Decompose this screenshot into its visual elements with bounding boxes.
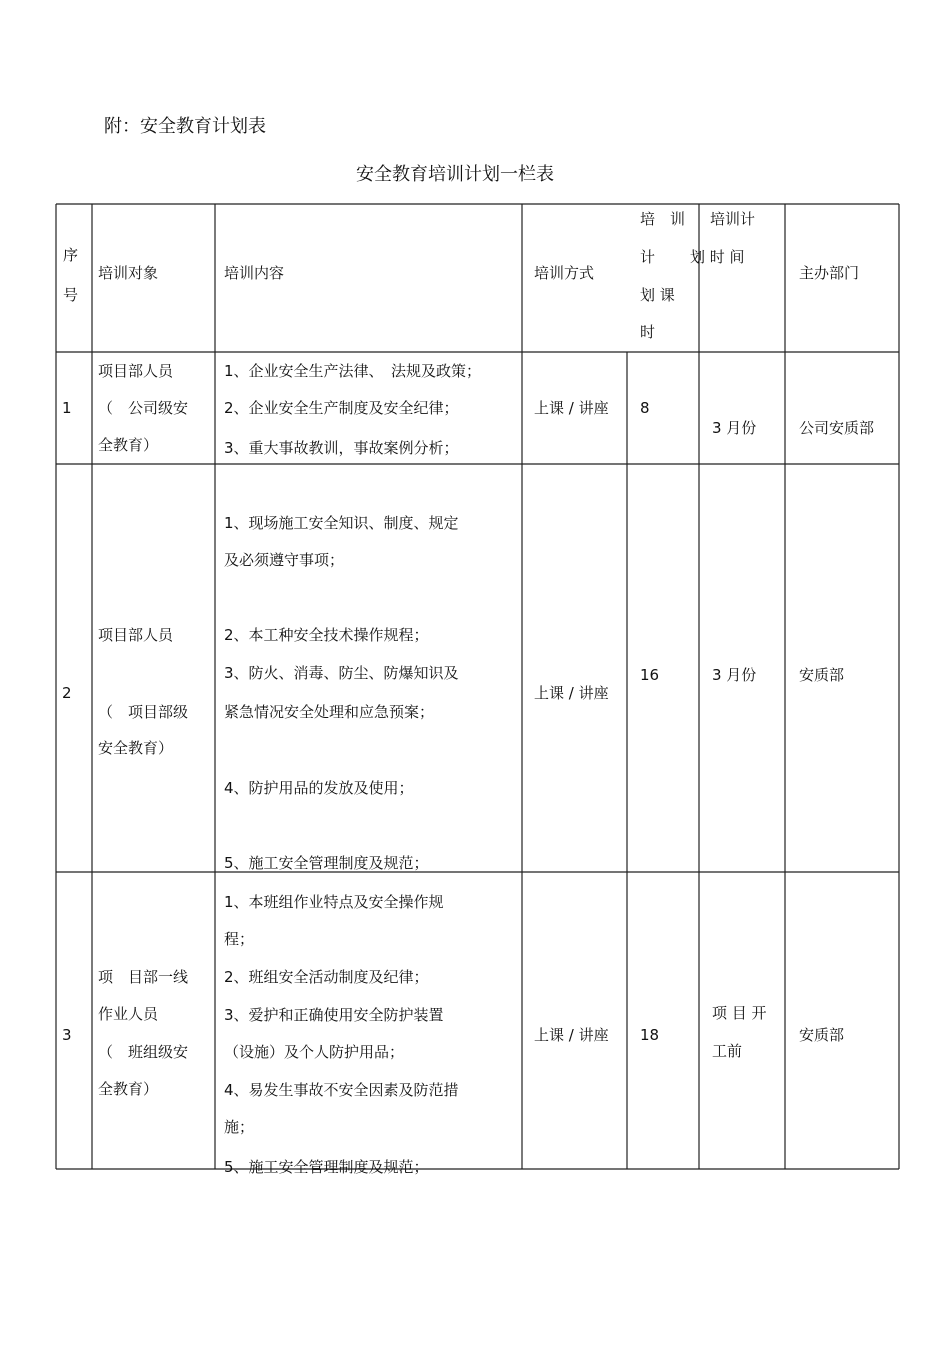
header-time-line-2: 划 时 间 (690, 248, 745, 266)
row-1-content-line: 1、企业安全生产法律、 法规及政策； (224, 362, 482, 380)
row-3-time-line: 工前 (712, 1042, 743, 1060)
row-3-target-line: （ 班组级安 (98, 1043, 189, 1061)
row-2-hours: 16 (640, 666, 660, 684)
row-3-content-line: 5、施工安全管理制度及规范； (224, 1158, 429, 1176)
row-3-target-line: 项 目部一线 (98, 968, 189, 986)
header-hours-line-1: 培 训 (640, 210, 686, 228)
row-3-target-line: 全教育） (98, 1080, 159, 1098)
row-2-target-line: 项目部人员 (98, 626, 174, 644)
header-hours-line-3: 划 课 (640, 286, 675, 304)
row-1-seq: 1 (62, 399, 72, 417)
page-heading: 附：安全教育计划表 (104, 116, 266, 137)
header-hours-line-4: 时 (640, 323, 656, 341)
row-1-target-line: 项目部人员 (98, 362, 174, 380)
row-3-content-line: 2、班组安全活动制度及纪律； (224, 968, 429, 986)
row-3-target-line: 作业人员 (98, 1005, 159, 1023)
row-2-method: 上课 / 讲座 (534, 684, 609, 702)
header-hours-line-2: 计 (640, 248, 656, 266)
header-time-line-1: 培训计 (710, 210, 756, 228)
row-1-dept: 公司安质部 (799, 419, 875, 437)
header-seq-line-2: 号 (63, 286, 79, 304)
row-1-time: 3 月份 (712, 419, 757, 437)
row-3-hours: 18 (640, 1026, 660, 1044)
row-3-content-line: （设施）及个人防护用品； (224, 1043, 405, 1061)
row-2-time: 3 月份 (712, 666, 757, 684)
row-1-hours: 8 (640, 399, 650, 417)
row-2-target-line: 安全教育） (98, 739, 174, 757)
header-seq-line-1: 序 (63, 246, 79, 264)
row-2-content-line: 3、防火、消毒、防尘、防爆知识及 (224, 664, 459, 682)
row-1-target-line: 全教育） (98, 436, 159, 454)
row-2-content-line: 及必须遵守事项； (224, 551, 345, 569)
header-target: 培训对象 (98, 264, 159, 282)
row-3-content-line: 施； (224, 1118, 255, 1136)
row-2-content-line: 5、施工安全管理制度及规范； (224, 854, 429, 872)
row-2-target-line: （ 项目部级 (98, 703, 189, 721)
row-2-dept: 安质部 (799, 666, 845, 684)
row-3-content-line: 1、本班组作业特点及安全操作规 (224, 893, 444, 911)
row-2-content-line: 紧急情况安全处理和应急预案； (224, 703, 435, 721)
row-2-content-line: 1、现场施工安全知识、制度、规定 (224, 514, 459, 532)
row-3-content-line: 程； (224, 930, 255, 948)
row-2-content-line: 2、本工种安全技术操作规程； (224, 626, 429, 644)
row-1-target-line: （ 公司级安 (98, 399, 189, 417)
row-3-seq: 3 (62, 1026, 72, 1044)
row-1-method: 上课 / 讲座 (534, 399, 609, 417)
row-1-content-line: 2、企业安全生产制度及安全纪律； (224, 399, 459, 417)
header-dept: 主办部门 (799, 264, 860, 282)
row-3-content-line: 3、爱护和正确使用安全防护装置 (224, 1006, 444, 1024)
row-1-content-line: 3、重大事故教训，事故案例分析； (224, 439, 459, 457)
row-3-content-line: 4、易发生事故不安全因素及防范措 (224, 1081, 459, 1099)
row-2-content-line: 4、防护用品的发放及使用； (224, 779, 414, 797)
row-3-time-line: 项 目 开 (712, 1004, 767, 1022)
row-3-dept: 安质部 (799, 1026, 845, 1044)
table-title: 安全教育培训计划一栏表 (356, 164, 554, 185)
header-method: 培训方式 (534, 264, 595, 282)
row-3-method: 上课 / 讲座 (534, 1026, 609, 1044)
row-2-seq: 2 (62, 684, 72, 702)
header-content: 培训内容 (224, 264, 285, 282)
